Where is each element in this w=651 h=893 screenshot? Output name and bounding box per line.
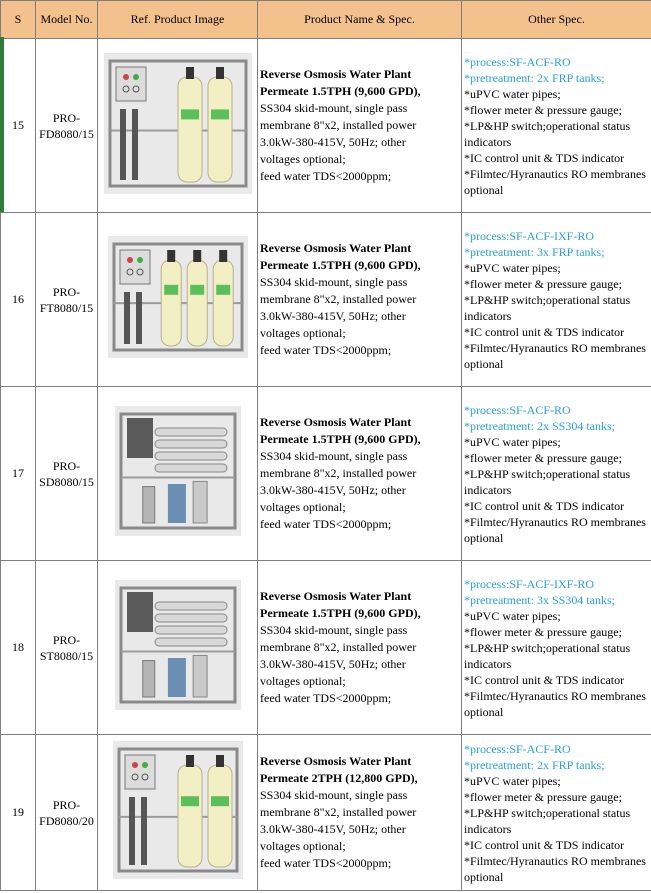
- other-spec-cell: [462, 213, 651, 387]
- other-spec-line: *flower meter & pressure gauge;: [464, 102, 622, 117]
- ro-water-plant-photo: [108, 236, 248, 358]
- other-spec-line: indicators: [464, 482, 512, 497]
- image-cell: [98, 387, 258, 561]
- other-spec-line: *flower meter & pressure gauge;: [464, 276, 622, 291]
- spec-line: membrane 8"x2, installed power: [260, 805, 417, 819]
- table-row: [1, 735, 651, 891]
- process-spec: *process:SF-ACF-IXF-RO: [464, 576, 595, 591]
- other-spec-line: *uPVC water pipes;: [464, 86, 561, 101]
- other-spec-line: *IC control unit & TDS indicator: [464, 324, 625, 339]
- spec-line: 3.0kW-380-415V, 50Hz; other: [260, 822, 406, 836]
- spec-line: voltages optional;: [260, 152, 346, 166]
- product-name-cell: [258, 39, 462, 213]
- row-selection-marker: [0, 37, 4, 212]
- spec-line: feed water TDS<2000ppm;: [260, 691, 392, 705]
- spec-line: 3.0kW-380-415V, 50Hz; other: [260, 135, 406, 149]
- pretreatment-spec: *pretreatment: 2x SS304 tanks;: [464, 418, 615, 433]
- product-title: Reverse Osmosis Water Plant: [260, 754, 412, 768]
- product-permeate: Permeate 2TPH (12,800 GPD),: [260, 771, 418, 785]
- table-row: [1, 213, 651, 387]
- spec-line: membrane 8"x2, installed power: [260, 292, 417, 306]
- other-spec-line: indicators: [464, 821, 512, 836]
- spec-line: SS304 skid-mount, single pass: [260, 275, 408, 289]
- serial-cell: 19: [1, 735, 36, 891]
- spec-line: membrane 8"x2, installed power: [260, 640, 417, 654]
- other-spec-line: *LP&HP switch;operational status: [464, 292, 631, 307]
- spec-line: voltages optional;: [260, 500, 346, 514]
- other-spec-line: *IC control unit & TDS indicator: [464, 150, 625, 165]
- model-number: FD8080/20: [39, 813, 94, 828]
- image-cell: [98, 39, 258, 213]
- model-number: FD8080/15: [39, 126, 94, 141]
- process-spec: *process:SF-ACF-RO: [464, 402, 571, 417]
- other-spec-line: *IC control unit & TDS indicator: [464, 498, 625, 513]
- model-cell: [36, 387, 98, 561]
- product-title: Reverse Osmosis Water Plant: [260, 415, 412, 429]
- model-prefix: PRO-: [52, 632, 81, 647]
- other-spec-line: *Filmtec/Hyranautics RO membranes: [464, 853, 646, 868]
- other-spec-line: optional: [464, 530, 504, 545]
- other-spec-line: *flower meter & pressure gauge;: [464, 450, 622, 465]
- other-spec-line: optional: [464, 182, 504, 197]
- other-spec-line: *LP&HP switch;operational status: [464, 805, 631, 820]
- ro-water-plant-photo: [115, 580, 241, 710]
- model-prefix: PRO-: [52, 458, 81, 473]
- ro-water-plant-photo: [115, 406, 241, 536]
- other-spec-line: *LP&HP switch;operational status: [464, 640, 631, 655]
- pretreatment-spec: *pretreatment: 2x FRP tanks;: [464, 70, 605, 85]
- other-spec-line: indicators: [464, 656, 512, 671]
- other-spec-line: *uPVC water pipes;: [464, 773, 561, 788]
- model-cell: [36, 735, 98, 891]
- other-spec-cell: [462, 39, 651, 213]
- model-number: SD8080/15: [39, 474, 94, 489]
- other-spec-cell: [462, 735, 651, 891]
- serial-cell: 17: [1, 387, 36, 561]
- spec-line: feed water TDS<2000ppm;: [260, 856, 392, 870]
- spec-line: feed water TDS<2000ppm;: [260, 169, 392, 183]
- other-spec-line: optional: [464, 869, 504, 884]
- spec-line: voltages optional;: [260, 674, 346, 688]
- spec-line: voltages optional;: [260, 326, 346, 340]
- image-cell: [98, 213, 258, 387]
- other-spec-line: *uPVC water pipes;: [464, 608, 561, 623]
- model-prefix: PRO-: [52, 797, 81, 812]
- spec-line: feed water TDS<2000ppm;: [260, 517, 392, 531]
- header-model: Model No.: [36, 1, 98, 39]
- product-title: Reverse Osmosis Water Plant: [260, 589, 412, 603]
- image-cell: [98, 561, 258, 735]
- other-spec-line: *IC control unit & TDS indicator: [464, 837, 625, 852]
- other-spec-line: *flower meter & pressure gauge;: [464, 789, 622, 804]
- pretreatment-spec: *pretreatment: 3x FRP tanks;: [464, 244, 605, 259]
- other-spec-line: *Filmtec/Hyranautics RO membranes: [464, 688, 646, 703]
- other-spec-line: indicators: [464, 134, 512, 149]
- table-row: [1, 39, 651, 213]
- header-image: Ref. Product Image: [98, 1, 258, 39]
- spec-line: 3.0kW-380-415V, 50Hz; other: [260, 483, 406, 497]
- other-spec-line: *Filmtec/Hyranautics RO membranes: [464, 166, 646, 181]
- other-spec-cell: [462, 561, 651, 735]
- serial-cell: 15: [1, 39, 36, 213]
- other-spec-line: *flower meter & pressure gauge;: [464, 624, 622, 639]
- other-spec-line: *Filmtec/Hyranautics RO membranes: [464, 340, 646, 355]
- other-spec-line: *Filmtec/Hyranautics RO membranes: [464, 514, 646, 529]
- product-title: Reverse Osmosis Water Plant: [260, 241, 412, 255]
- serial-cell: 16: [1, 213, 36, 387]
- other-spec-line: *uPVC water pipes;: [464, 260, 561, 275]
- model-cell: [36, 39, 98, 213]
- other-spec-line: *LP&HP switch;operational status: [464, 118, 631, 133]
- product-name-cell: [258, 387, 462, 561]
- other-spec-line: optional: [464, 356, 504, 371]
- process-spec: *process:SF-ACF-RO: [464, 54, 571, 69]
- header-name: Product Name & Spec.: [258, 1, 462, 39]
- serial-cell: 18: [1, 561, 36, 735]
- model-prefix: PRO-: [52, 284, 81, 299]
- model-cell: [36, 561, 98, 735]
- spec-line: 3.0kW-380-415V, 50Hz; other: [260, 657, 406, 671]
- model-prefix: PRO-: [52, 110, 81, 125]
- product-name-cell: [258, 735, 462, 891]
- model-cell: [36, 213, 98, 387]
- header-row: [1, 1, 651, 39]
- ro-water-plant-photo: [104, 53, 252, 194]
- other-spec-line: *uPVC water pipes;: [464, 434, 561, 449]
- table-row: [1, 387, 651, 561]
- process-spec: *process:SF-ACF-IXF-RO: [464, 228, 595, 243]
- pretreatment-spec: *pretreatment: 2x FRP tanks;: [464, 757, 605, 772]
- table-row: [1, 561, 651, 735]
- spec-line: membrane 8"x2, installed power: [260, 466, 417, 480]
- pretreatment-spec: *pretreatment: 3x SS304 tanks;: [464, 592, 615, 607]
- other-spec-line: *IC control unit & TDS indicator: [464, 672, 625, 687]
- spec-line: SS304 skid-mount, single pass: [260, 788, 408, 802]
- spec-line: SS304 skid-mount, single pass: [260, 449, 408, 463]
- model-number: FT8080/15: [39, 300, 94, 315]
- other-spec-cell: [462, 387, 651, 561]
- other-spec-line: optional: [464, 704, 504, 719]
- model-number: ST8080/15: [39, 648, 94, 663]
- product-name-cell: [258, 561, 462, 735]
- header-other: Other Spec.: [462, 1, 651, 39]
- image-cell: [98, 735, 258, 891]
- process-spec: *process:SF-ACF-RO: [464, 741, 571, 756]
- ro-water-plant-photo: [113, 741, 243, 879]
- product-title: Reverse Osmosis Water Plant: [260, 67, 412, 81]
- product-name-cell: [258, 213, 462, 387]
- other-spec-line: *LP&HP switch;operational status: [464, 466, 631, 481]
- product-permeate: Permeate 1.5TPH (9,600 GPD),: [260, 84, 421, 98]
- product-permeate: Permeate 1.5TPH (9,600 GPD),: [260, 258, 421, 272]
- spec-line: SS304 skid-mount, single pass: [260, 623, 408, 637]
- spec-line: membrane 8"x2, installed power: [260, 118, 417, 132]
- product-permeate: Permeate 1.5TPH (9,600 GPD),: [260, 432, 421, 446]
- other-spec-line: indicators: [464, 308, 512, 323]
- spec-line: voltages optional;: [260, 839, 346, 853]
- spec-line: SS304 skid-mount, single pass: [260, 101, 408, 115]
- header-s: S: [1, 1, 36, 39]
- product-permeate: Permeate 1.5TPH (9,600 GPD),: [260, 606, 421, 620]
- spec-line: 3.0kW-380-415V, 50Hz; other: [260, 309, 406, 323]
- spec-line: feed water TDS<2000ppm;: [260, 343, 392, 357]
